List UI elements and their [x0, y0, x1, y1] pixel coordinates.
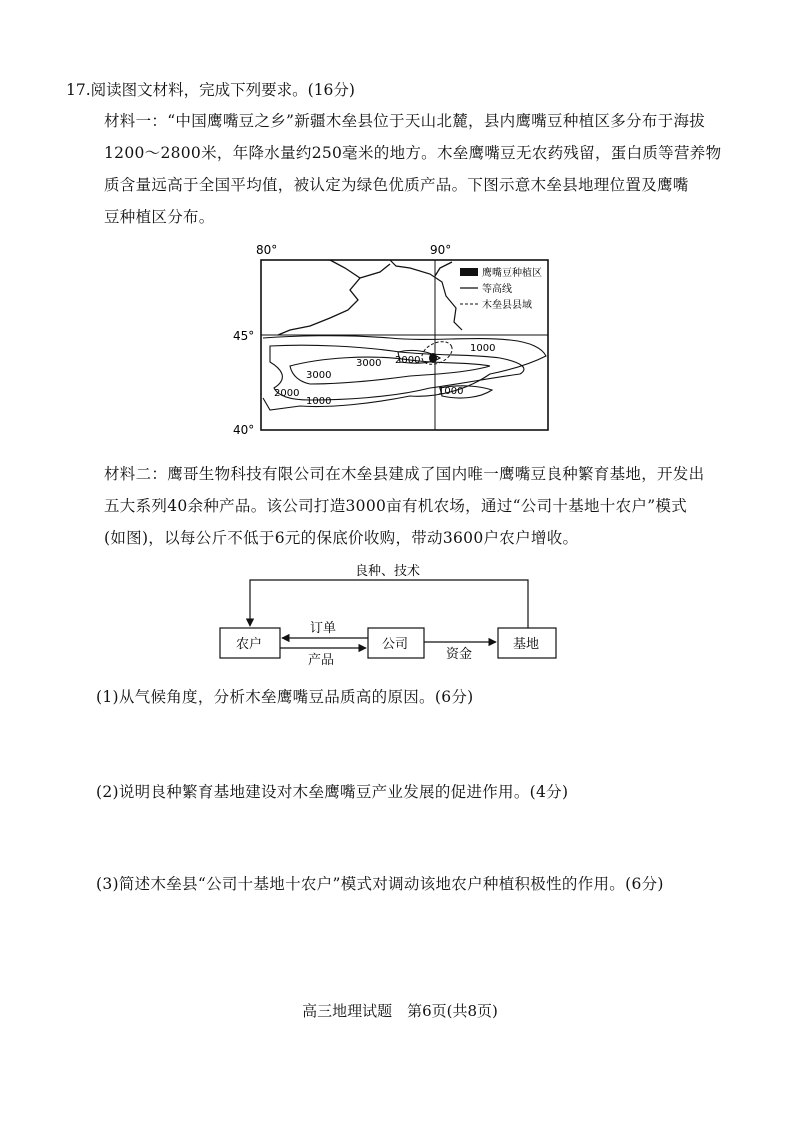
material1-line-4: 豆种植区分布。	[104, 208, 215, 226]
lon-label-90: 90°	[430, 243, 452, 257]
contour-label-1000-b: 1000	[306, 396, 332, 407]
legend-swatch-planting	[460, 268, 478, 276]
contour-label-2000-a: 2000	[395, 355, 421, 366]
lat-label-40: 40°	[233, 423, 255, 437]
mulei-county-boundary	[418, 337, 455, 369]
chickpea-planting-area	[429, 353, 437, 363]
border-line	[278, 260, 452, 335]
lon-label-80: 80°	[256, 243, 278, 257]
contour-label-1000-c: 1000	[438, 386, 464, 397]
legend-county: 木垒县县域	[482, 300, 532, 311]
question-1: (1)从气候角度，分析木垒鹰嘴豆品质高的原因。(6分)	[96, 688, 474, 706]
capital-label: 资金	[446, 647, 473, 662]
material2-line-3: (如图)，以每公斤不低于6元的保底价收购，带动3600户农户增收。	[104, 529, 579, 547]
material2-line-2: 五大系列40余种产品。该公司打造3000亩有机农场，通过“公司十基地十农户”模式	[104, 497, 688, 515]
upper-region-outline	[390, 260, 462, 330]
flow-diagram	[210, 560, 570, 670]
question-header: 17.阅读图文材料，完成下列要求。(16分)	[66, 81, 355, 99]
material1-line-1: 材料一：“中国鹰嘴豆之乡”新疆木垒县位于天山北麓，县内鹰嘴豆种植区多分布于海拔	[104, 112, 706, 130]
contour-label-2000-b: 2000	[274, 388, 300, 399]
material2-line-1: 材料二：鹰哥生物科技有限公司在木垒县建成了国内唯一鹰嘴豆良种繁育基地，开发出	[104, 465, 705, 483]
legend-contour: 等高线	[482, 284, 512, 295]
node-base: 基地	[513, 637, 540, 652]
flow-top-label: 良种、技术	[355, 564, 421, 579]
material1-line-3: 质含量远高于全国平均值，被认定为绿色优质产品。下图示意木垒县地理位置及鹰嘴	[104, 176, 689, 194]
flow-seed-tech-arrow	[250, 580, 528, 628]
lat-label-45: 45°	[233, 329, 255, 343]
node-farmer: 农户	[236, 637, 263, 652]
product-label: 产品	[308, 653, 335, 668]
contour-label-3000-a: 3000	[356, 358, 382, 369]
question-2: (2)说明良种繁育基地建设对木垒鹰嘴豆产业发展的促进作用。(4分)	[96, 783, 569, 801]
order-label: 订单	[310, 621, 337, 636]
contour-label-3000-b: 3000	[306, 370, 332, 381]
contour-label-1000-a: 1000	[470, 343, 496, 354]
node-company: 公司	[382, 637, 409, 652]
material1-line-2: 1200～2800米，年降水量约250毫米的地方。木垒鹰嘴豆无农药残留，蛋白质等营养物	[104, 144, 722, 162]
page-footer: 高三地理试题 第6页(共8页)	[302, 1002, 498, 1020]
location-map	[230, 238, 560, 438]
question-3: (3)简述木垒县“公司十基地十农户”模式对调动该地农户种植积极性的作用。(6分)	[96, 875, 664, 893]
legend-planting: 鹰嘴豆种植区	[482, 268, 542, 279]
